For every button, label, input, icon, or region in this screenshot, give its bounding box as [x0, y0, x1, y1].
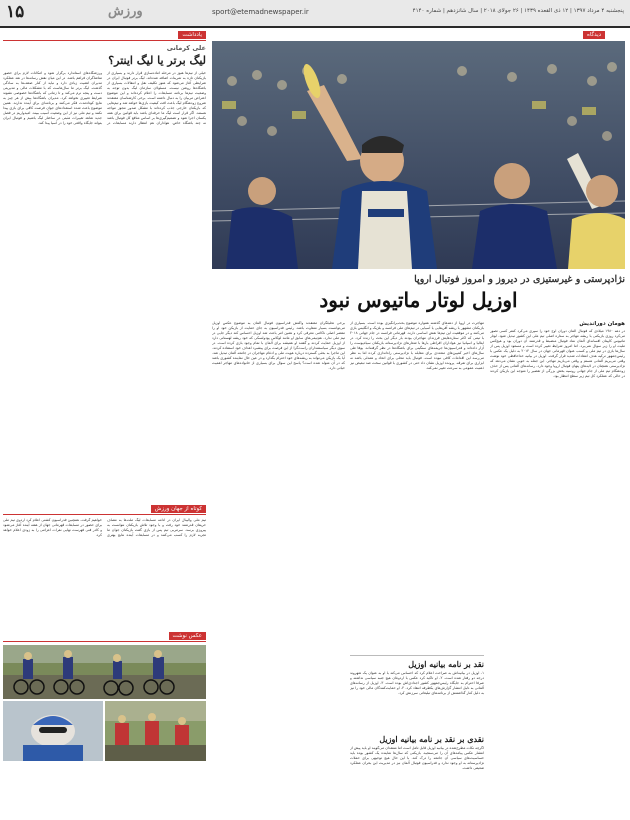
section-bar — [3, 505, 206, 515]
article-headline: اوزیل لوتار ماتیوس نبود — [319, 288, 518, 312]
section-label: یادداشت — [178, 31, 206, 39]
briefs-body — [3, 518, 206, 628]
article-text-right: در دهه ۱۹۸۰ میلادی که فوتبال آلمان دوران اوج خود را سپری می‌کرد کمتر کسی تصور می‌کرد روزی بازیکنی با ریشه مهاجر به ستاره اصلی تیم ملی این کشور تبدیل شود. لوتار ماتیوس کاپیتان افسانه‌ای آلمان نماد فوتبال منضبط و قدرتمند آن دوران بود و هیچ‌کس ملیت او را زیر سوال نمی‌برد. اما امروز شرایط تغییر کرده است و مسعود اوزیل پس از سال‌ها بازی در تیم ملی و کسب عنوان قهرمانی جهان در سال ۲۰۱۴ به دلیل یک عکس با رئیس‌جمهور ترکیه هدف انتقادات شدید قرار گرفت. اوزیل در بیانیه خداحافظی خود نوشت وقتی می‌بریم آلمانی هستم و وقتی می‌بازیم مهاجر. این جمله به خوبی نشان می‌دهد که نژادپرستی همچنان در لایه‌های پنهان فوتبال اروپا وجود دارد. رسانه‌های آلمانی پس از حذف زودهنگام تیم ملی از جام جهانی روسیه بخش بزرگی از تقصیر را متوجه این بازیکن کردند در حالی که عملکرد کل تیم زیر سطح انتظار بود. — [490, 329, 625, 378]
box-headline-2: نقدی بر نقد بر نامه بیانیه اوزیل — [379, 734, 484, 744]
main-photo — [212, 41, 625, 269]
article-body-middle — [350, 321, 484, 651]
article-body-right — [490, 329, 625, 819]
box-divider — [350, 655, 484, 656]
article-byline: هومان دورانديش — [579, 321, 625, 327]
article-column-right — [490, 321, 625, 819]
header-email: sport@etemadnewspaper.ir — [212, 8, 309, 16]
cyclist-closeup-image — [3, 701, 103, 761]
column-headline: لیگ برتر یا لیگ اینتر؟ — [108, 54, 206, 67]
race-crowd-image — [105, 701, 206, 761]
section-title: ورزش — [108, 4, 143, 19]
section-label: عکس نوشت — [169, 632, 206, 640]
column-body-text: خیلی از تیم‌ها هنوز در مرحله آماده‌سازی قرار دارند و بسیاری از بازیکنان تازه به تمرینات اضافه شده‌اند. لیگ برتر فوتبال ایران در شرایطی آغاز می‌شود که هنوز تکلیف نقل و انتقالات بسیاری از باشگاه‌ها روشن نیست. مسئولان سازمان لیگ بدون توجه به وضعیت تیم‌ها برنامه مسابقات را اعلام کرده‌اند و این موضوع اعتراض مربیان را به دنبال داشته است. برخی کارشناسان معتقدند شروع زودهنگام لیگ باعث افت کیفیت بازی‌ها خواهد شد و تیم‌هایی که بازیکنان خارجی جذب کرده‌اند با مشکل صدور مجوز مواجه هستند. اگر قرار است لیگ ما حرفه‌ای باشد باید قوانین برای همه یکسان اجرا شود و تصمیم‌گیری‌ها بر اساس منافع کل فوتبال باشد نه چند باشگاه خاص. هواداران هم انتظار دارند مسابقات در ورزشگاه‌های استاندارد برگزار شود و امکانات لازم برای حضور تماشاگران فراهم باشد. در این میان نقش رسانه‌ها در نقد عملکرد مدیران اهمیت زیادی دارد و نباید از کنار ضعف‌ها به سادگی گذشت. لیگ برتر ما سال‌هاست که با مشکلات مالی و مدیریتی دست و پنجه نرم می‌کند و تا زمانی که باشگاه‌ها خصوصی نشوند شرایط تغییری نخواهد کرد. مدیران باشگاه‌ها بیش از هر چیز به نتایج کوتاه‌مدت فکر می‌کنند و برنامه‌ای برای آینده ندارند. همین موضوع باعث شده استعدادهای جوان فرصت کافی برای بازی پیدا نکنند و تیم ملی نیز از این وضعیت آسیب ببیند. امیدواریم در فصل جدید شاهد تغییرات مثبتی در ساختار لیگ باشیم و فوتبال ایران بتواند جایگاه واقعی خود را در آسیا پیدا کند. — [3, 71, 206, 125]
corner-tag: دیدگاه — [583, 31, 605, 39]
page-header — [0, 0, 630, 28]
briefs-text: تیم ملی والیبال ایران در ادامه مسابقات لیگ ملت‌ها به مصاف حریفان قدرتمند خود رفت و با وجود تلاش بازیکنان نتوانست به پیروزی برسد. سرمربی تیم پس از بازی گفت بازیکنان جوان ما تجربه لازم را کسب می‌کنند و در مسابقات آینده نتایج بهتری خواهیم گرفت. همچنین فدراسیون کشتی اعلام کرد اردوی تیم ملی برای حضور در مسابقات قهرمانی جهان از هفته آینده آغاز می‌شود و کادر فنی فهرست نهایی نفرات اعزامی را به زودی اعلام خواهد کرد. — [3, 518, 206, 537]
box-body-1 — [350, 671, 484, 731]
section-bar — [3, 632, 206, 642]
photo-row — [3, 701, 206, 761]
section-bar — [3, 31, 206, 41]
fans-photo-image — [212, 41, 625, 269]
column-author: علی کرمانی — [166, 44, 206, 52]
box-body-2 — [350, 746, 484, 796]
article-column-middle — [350, 321, 484, 651]
column-body — [3, 71, 206, 501]
page-number: ۱۵ — [6, 2, 25, 22]
statement-box — [350, 655, 484, 813]
left-column — [3, 31, 206, 761]
article-kicker: نژادپرستی و غیرستیزی در دیروز و امروز فوتبال اروپا — [414, 274, 625, 285]
header-date-line: پنجشنبه ۴ مرداد ۱۳۹۷ | ۱۲ ذی القعده ۱۴۳۹ | ۲۶ جولای ۲۰۱۸ | سال شانزدهم | شماره ۴۱۴۰ — [412, 8, 624, 14]
photo-cyclists — [3, 645, 206, 699]
article-column-left — [212, 321, 345, 811]
box-text-2: اگرچه نکات مطرح‌شده در بیانیه اوزیل قابل تامل است اما منتقدان می‌گویند او باید پیش از انتشار عکس پیامدهای آن را می‌سنجید. بازیکنی که سال‌ها نماینده یک کشور بوده باید حساسیت‌های سیاسی آن جامعه را درک کند. با این حال هیچ توجیهی برای حملات نژادپرستانه به او وجود ندارد و فدراسیون فوتبال آلمان نیز در مدیریت این بحران عملکرد ضعیفی داشت. — [350, 746, 484, 770]
article-body-left — [212, 321, 345, 811]
article-text-left: برخی تحلیلگران معتقدند واکنش فدراسیون فوتبال آلمان به موضوع عکس اوزیل می‌توانست بسیار متفاوت باشد. رئیس فدراسیون به جای حمایت از بازیکن خود او را مقصر اصلی ناکامی معرفی کرد و همین امر باعث شد اوزیل احساس کند دیگر جایی در تیم ملی ندارد. هم‌تیمی‌های سابق او مانند لوکاس پودولسکی که خود ریشه لهستانی دارد از اوزیل حمایت کردند و گفتند او همیشه برای آلمان با تمام وجود بازی کرده است. در سوی دیگر سیاستمداران راست‌گرا از این فرصت برای پیشبرد اهداف خود استفاده کردند. این ماجرا به بحثی گسترده درباره هویت ملی و ادغام مهاجران در جامعه آلمان تبدیل شد. آیا یک بازیکن می‌تواند به ریشه‌های خود احترام بگذارد و در عین حال نماینده کشوری باشد که در آن متولد شده است؟ پاسخ این سوال برای بسیاری از خانواده‌های مهاجر اهمیت حیاتی دارد. — [212, 321, 345, 370]
box-text-1: ۱- اوزیل در بیانیه‌اش به صراحت اعلام کرد که احساس می‌کند با او به عنوان یک شهروند درجه دو رفتار شده است. ۲- او تاکید کرد عکس با اردوغان هیچ جنبه سیاسی نداشته و صرفا احترام به جایگاه رئیس‌جمهور کشور اجدادی‌اش بوده است. ۳- اوزیل از رسانه‌های آلمانی به دلیل انتشار گزارش‌های یکطرفه انتقاد کرد. ۴- او حمایت‌کنندگان مالی خود را نیز به دلیل کنار گذاشتنش از برنامه‌های تبلیغاتی سرزنش کرد. — [350, 671, 484, 695]
cyclists-image — [3, 645, 206, 699]
section-label: کوتاه از جهان ورزش — [151, 505, 206, 513]
article-text-middle: مهاجرت در اروپا از دهه‌های گذشته همواره موضوع بحث‌برانگیزی بوده است. بسیاری از بازیکنان مشهور با ریشه آفریقایی یا آسیایی در تیم‌های ملی فرانسه و بلژیک و انگلیس بازی می‌کنند و در موفقیت این تیم‌ها نقش اساسی دارند. قهرمانی فرانسه در جام جهانی ۲۰۱۸ با تیمی که اکثر ستاره‌هایش فرزندان مهاجران بودند بار دیگر این بحث را زنده کرد. در ایتالیا و اسپانیا نیز هواداران افراطی بارها با شعارهای نژادپرستانه بازیکنان سیاه‌پوست را آزار داده‌اند و فدراسیون‌ها جریمه‌های سنگینی برای باشگاه‌ها در نظر گرفته‌اند. یوفا طی سال‌های اخیر کمپین‌های متعددی برای مقابله با نژادپرستی راه‌اندازی کرده اما به نظر می‌رسد این اقدامات کافی نبوده است. فوتبال باید محلی برای اتحاد و همدلی باشد نه ابزاری برای تفرقه. پرونده اوزیل نشان داد حتی در کشوری با قوانین سخت ضد تبعیض نیز ذهنیت عمومی به سرعت تغییر نمی‌کند. — [350, 321, 484, 370]
box-headline-1: نقد بر نامه بیانیه اوزیل — [408, 659, 484, 669]
